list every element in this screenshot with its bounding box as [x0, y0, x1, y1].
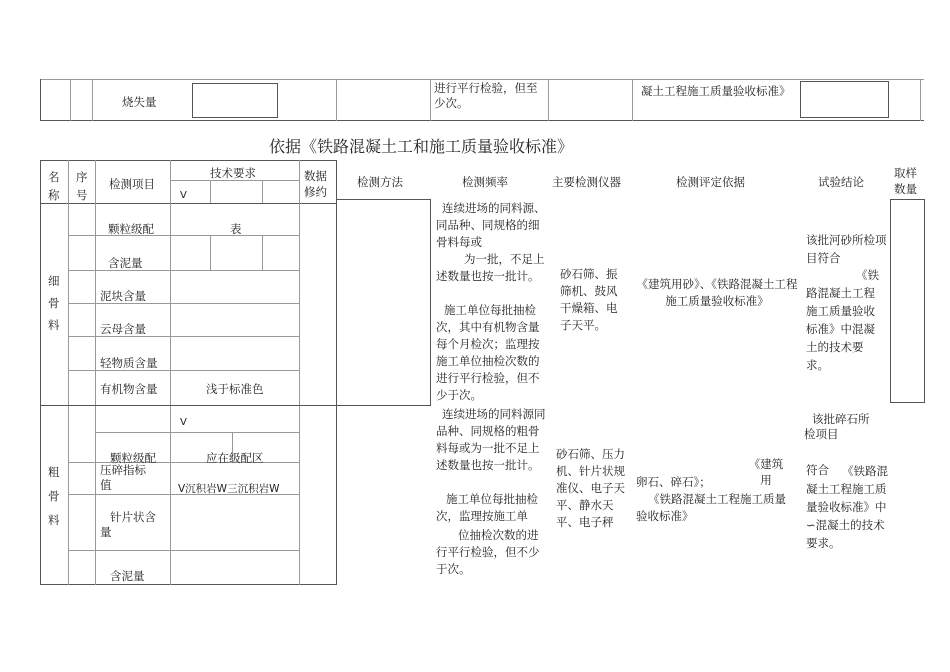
- coarse-conclusion-2: 符合: [806, 463, 829, 477]
- header-name: 名称: [48, 170, 60, 202]
- fine-item-grading: 颗粒级配: [108, 222, 154, 236]
- fine-aggregate-name: 细骨料: [48, 274, 60, 332]
- header-method: 检测方法: [357, 175, 403, 189]
- header-instrument: 主要检测仪器: [552, 175, 621, 189]
- fine-conclusion-2: 《铁路混凝土工程施工质量验收标准》中混凝土的技术要求。: [806, 268, 879, 372]
- top-basis-text: 凝土工程施工质量验收标准》: [641, 84, 791, 98]
- fine-frequency-3: 施工单位每批抽检次，其中有机物含量每个月检次；监理按施工单位抽检次数的进行平行检验，但不少于次。: [436, 303, 540, 402]
- coarse-frequency-3: 位抽检次数的进行平行检验，但不少于次。: [436, 528, 540, 576]
- coarse-frequency-1: 连续进场的同料源同品种、同规格的粗骨料每或为一批不足上述数量也按一批计。: [436, 407, 546, 472]
- coarse-aggregate-name: 粗骨料: [48, 465, 60, 527]
- coarse-basis-3: 《铁路混凝土工程施工质量验收标准》: [636, 492, 786, 523]
- page-heading: 依据《铁路混凝土工和施工质量验收标准》: [269, 137, 574, 156]
- coarse-req-grading: 应在级配区: [206, 451, 264, 465]
- coarse-conclusion-3: 《铁路混凝土工程施工质量验收标准》中∽混凝土的技术要求。: [806, 464, 888, 550]
- coarse-conclusion-1: 该批碎石所检项目: [804, 412, 870, 441]
- header-sampling: 取样数量: [894, 166, 917, 196]
- coarse-item-silt: 含泥量: [110, 569, 145, 583]
- header-conclusion: 试验结论: [818, 175, 864, 189]
- fine-req-organic: 浅于标准色: [206, 382, 264, 396]
- coarse-v-mark: V: [180, 417, 187, 428]
- fine-item-clay-lump: 泥块含量: [100, 289, 146, 303]
- fine-item-silt: 含泥量: [108, 256, 143, 270]
- fine-instrument: 砂石筛、振筛机、鼓风干燥箱、电子天平。: [560, 267, 618, 332]
- fine-item-organic: 有机物含量: [100, 382, 158, 396]
- coarse-basis-1: 卵石、碎石》；: [636, 475, 711, 489]
- header-basis: 检测评定依据: [676, 175, 745, 189]
- top-row-item: 烧失量: [122, 95, 157, 109]
- header-seq: 序号: [76, 170, 88, 202]
- fine-basis: 《建筑用砂》、《铁路混凝土工程施工质量验收标准》: [636, 277, 798, 308]
- fine-item-light-matter: 轻物质含量: [100, 356, 158, 370]
- fine-frequency-2: 为一批，不足上述数量也按一批计。: [436, 252, 545, 283]
- coarse-item-flaky: 针片状含量: [100, 510, 156, 539]
- fine-item-mica: 云母含量: [100, 322, 146, 336]
- coarse-frequency-2: 施工单位每批抽检次，监理按施工单: [436, 492, 538, 523]
- fine-req-table: 表: [230, 222, 242, 236]
- header-data-round: 数据修约: [304, 169, 327, 199]
- header-v-mark: V: [180, 190, 187, 201]
- coarse-req-crush: V沉积岩W三沉积岩W: [178, 483, 280, 495]
- top-frequency-text: 进行平行检验，但至少次。: [434, 81, 538, 110]
- coarse-instrument: 砂石筛、压力机、针片状规准仪、电子天平、静水天平、电子秤: [556, 447, 625, 529]
- header-tech-req: 技术要求: [210, 166, 256, 180]
- coarse-basis-2: 《建筑用: [748, 457, 784, 487]
- header-frequency: 检测频率: [462, 175, 508, 189]
- fine-frequency-1: 连续进场的同料源、同品种、同规格的细骨料每或: [436, 201, 546, 249]
- coarse-item-grading: 颗粒级配: [110, 451, 156, 465]
- header-item: 检测项目: [109, 177, 155, 191]
- coarse-item-crush: 压碎指标值: [100, 463, 146, 492]
- fine-conclusion-1: 该批河砂所检项目符合: [806, 233, 887, 265]
